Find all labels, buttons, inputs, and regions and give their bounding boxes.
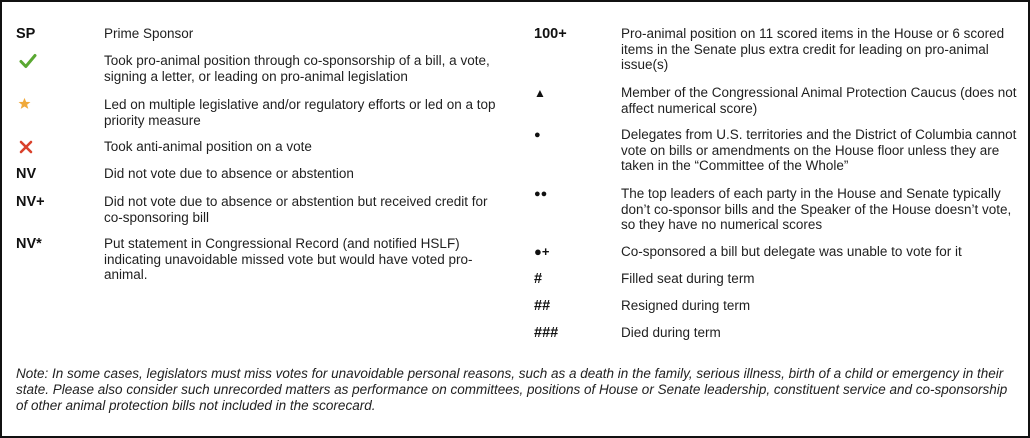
legend-symbol: NV+ [16, 194, 45, 210]
legend-description: Resigned during term [621, 298, 751, 313]
legend-description: Member of the Congressional Animal Protection Caucus (does not affect numerical score) [621, 85, 1017, 116]
double-dot-icon: ●● [534, 188, 548, 200]
green-check-icon [19, 52, 37, 70]
legend-description: Put statement in Congressional Record (and notified HSLF) indicating unavoidable missed vote but would have voted pro-animal. [104, 236, 473, 282]
legend-description: Took pro-animal position through co-sponsorship of a bill, a vote, signing a letter, or leading on pro-animal legislation [104, 53, 490, 84]
legend-description: Pro-animal position on 11 scored items in the House or 6 scored items in the Senate plus extra credit for leading on pro-animal issue(s) [621, 26, 1005, 72]
legend-symbol: # [534, 271, 543, 287]
legend-symbol: ### [534, 325, 559, 341]
red-x-icon [19, 140, 33, 154]
orange-star-icon [18, 97, 31, 110]
dot-icon: ● [534, 129, 541, 141]
legend-symbol: NV* [16, 236, 42, 252]
footnote: Note: In some cases, legislators must miss votes for unavoidable personal reasons, such as a death in the family, serious illness, birth of a child or emergency in their state. Please also consider such unrecorded matters as performance on committees, positions of House or Senate leadership, constituent service and co-sponsorship of other animal protection bills not included in the scorecard. [16, 366, 1008, 413]
dot-plus-icon: ●+ [534, 244, 550, 259]
legend-description: Prime Sponsor [104, 26, 194, 41]
legend-symbol: ## [534, 298, 551, 314]
legend-description: The top leaders of each party in the House and Senate typically don’t co-sponsor bills and the Speaker of the House doesn’t vote, so they have no numerical scores [621, 186, 1012, 232]
legend-symbol: SP [16, 26, 36, 42]
legend-symbol: NV [16, 166, 37, 182]
legend-description: Took anti-animal position on a vote [104, 139, 312, 154]
legend-description: Co-sponsored a bill but delegate was unable to vote for it [621, 244, 962, 259]
legend-description: Delegates from U.S. territories and the District of Columbia cannot vote on bills or amendments on the House floor unless they are taken in the “Committee of the Whole” [621, 127, 1017, 173]
legend-description: Did not vote due to absence or abstention [104, 166, 354, 181]
legend-description: Died during term [621, 325, 721, 340]
legend-description: Did not vote due to absence or abstention but received credit for co-sponsoring bill [104, 194, 488, 225]
triangle-icon: ▲ [534, 86, 546, 100]
legend-description: Led on multiple legislative and/or regulatory efforts or led on a top priority measure [104, 97, 496, 128]
legend-description: Filled seat during term [621, 271, 755, 286]
legend-symbol: 100+ [534, 26, 567, 42]
